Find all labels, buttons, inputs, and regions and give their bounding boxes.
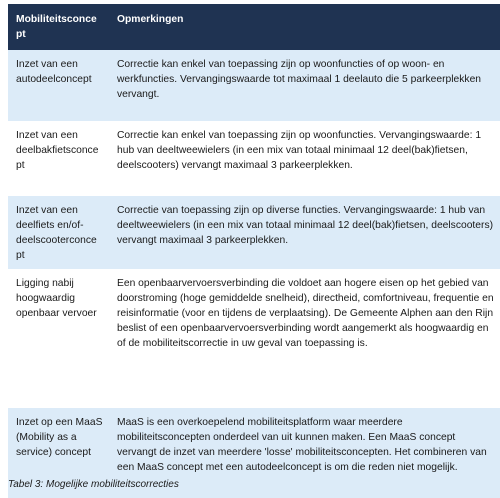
- row-remark: Correctie kan enkel van toepassing zijn op woonfuncties of op woon- en werkfuncties. Vervangingswaarde tot maximaal 1 deelauto die 5 parkeerplekken vervangt.: [117, 59, 482, 100]
- header-remarks: Opmerkingen: [117, 14, 184, 25]
- table-row: [8, 269, 500, 408]
- table-row: [8, 50, 500, 121]
- row-label: Inzet van een autodeelconcept: [16, 59, 92, 85]
- table-row: [8, 196, 500, 269]
- row-label: Inzet van een deelbakfietsconce pt: [16, 130, 99, 171]
- row-remark: Een openbaarvervoersverbinding die voldoet aan hogere eisen op het gebied van doorstroming (hoge gemiddelde snelheid), directheid, comfortniveau, frequentie en reisinformatie (voor en tijdens de verplaatsing). De Gemeente Alphen aan den Rijn beslist of een openbaarvervoersverbinding wordt aangemerkt als hoogwaardig en of de mobiliteitscorrectie in uw geval van toepassing is.: [117, 278, 494, 349]
- table-caption: Tabel 3: Mogelijke mobiliteitscorrecties: [8, 479, 179, 490]
- row-remark: Correctie van toepassing zijn op diverse functies. Vervangingswaarde: 1 hub van deeltweewielers (in een mix van totaal minimaal 12 deel(bak)fietsen, deelscooters) vervangt maximaal 3 parkeerplekken.: [117, 205, 494, 246]
- row-label: Inzet van een deelfiets en/of-deelscooterconce pt: [16, 205, 97, 261]
- row-label: Inzet op een MaaS (Mobility as a service) concept: [16, 417, 103, 458]
- row-label: Ligging nabij hoogwaardig openbaar vervoer: [16, 278, 97, 319]
- row-remark: Correctie kan enkel van toepassing zijn op woonfuncties. Vervangingswaarde: 1 hub van deeltweewielers (in een mix van totaal minimaal 12 deel(bak)fietsen, deelscooters) vervangt maximaal 3 parkeerplekken.: [117, 130, 482, 171]
- mobility-corrections-table: [8, 4, 500, 498]
- table-row: [8, 121, 500, 196]
- header-mobility-concept: Mobiliteitsconce pt: [16, 14, 97, 40]
- row-remark: MaaS is een overkoepelend mobiliteitsplatform waar meerdere mobiliteitsconcepten onderdeel van uit kunnen maken. Een MaaS concept vervangt de inzet van meerdere 'losse' mobiliteitsconcepten. Het combineren van een MaaS concept met een autodeelconcept is om die reden niet mogelijk.: [117, 417, 487, 473]
- table-header-row: [8, 4, 500, 50]
